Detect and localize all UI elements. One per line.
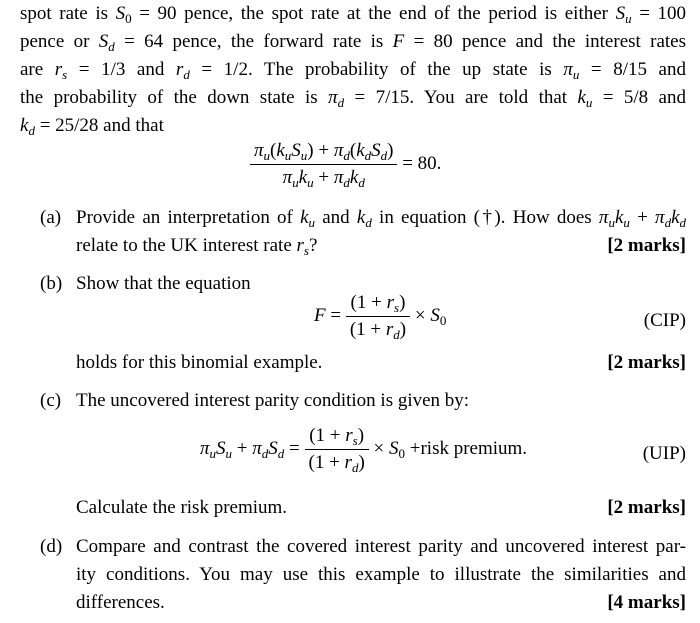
main-equation-fraction: $\frac{\pi_u(k_uS_u) + \pi_d(k_dS_d)}{\pi_uk_u + \pi_dk_d}$ — [250, 140, 397, 189]
uip-tag: (UIP) — [642, 443, 686, 464]
part-b-label: (b) — [40, 273, 63, 294]
uip-fraction: $\frac{(1 + r_s)}{(1 + r_d)}$ — [305, 425, 369, 474]
main-equation — [250, 140, 441, 189]
part-a-line-2: relate to the UK interest rate $r_s$? — [76, 235, 318, 258]
intro-line-4: the probability of the down state is $\pi_d = 7/15$. You are told that $k_u = 5/8$ and — [20, 87, 686, 110]
cip-equation: F = $\frac{(1 + r_s)}{(1 + r_d)}$ × $S_0$ — [314, 292, 447, 342]
part-b-line-2: holds for this binomial example. — [76, 352, 323, 373]
part-d-label: (d) — [40, 536, 63, 557]
part-a-label: (a) — [40, 207, 62, 228]
part-b-marks: [2 marks] — [607, 352, 686, 373]
uip-equation-tail: +risk premium. — [409, 437, 528, 459]
part-a-marks: [2 marks] — [607, 235, 686, 256]
part-b-line-1: Show that the equation — [76, 273, 251, 294]
cip-tag: (CIP) — [643, 310, 686, 331]
intro-line-3: are $r_s = 1/3$ and $r_d = 1/2$. The probability of the up state is $\pi_u = 8/15$ and — [20, 59, 686, 82]
part-d-marks: [4 marks] — [607, 592, 686, 613]
intro-line-1: spot rate is $S_0 = 90$ pence, the spot rate at the end of the period is either $S_u = 100$ — [20, 3, 687, 26]
main-equation-result: = 80. — [402, 152, 442, 174]
uip-equation: $\pi_uS_u + \pi_dS_d$ = $\frac{(1 + r_s)}{(1 + r_d)}$ × $S_0$ +risk premium. — [200, 425, 528, 475]
part-d-line-3: differences. — [76, 592, 165, 613]
part-d-line-2: ity conditions. You may use this example to illustrate the similarities and — [76, 564, 686, 585]
part-a-line-1: Provide an interpretation of $k_u$ and $k_d$ in equation (†). How does $\pi_uk_u + \pi_dk_d$ — [76, 207, 687, 230]
part-c-line-1: The uncovered interest parity condition is given by: — [76, 390, 470, 411]
intro-line-2: pence or $S_d = 64$ pence, the forward rate is F = 80 pence and the interest rates — [20, 31, 686, 54]
part-d-line-1: Compare and contrast the covered interest parity and uncovered interest par- — [76, 536, 686, 557]
part-c-marks: [2 marks] — [607, 497, 686, 518]
part-c-label: (c) — [40, 390, 62, 411]
part-c-line-2: Calculate the risk premium. — [76, 497, 288, 518]
cip-fraction: $\frac{(1 + r_s)}{(1 + r_d)}$ — [346, 292, 410, 341]
intro-line-5: $k_d = 25/28$ and that — [20, 115, 164, 138]
